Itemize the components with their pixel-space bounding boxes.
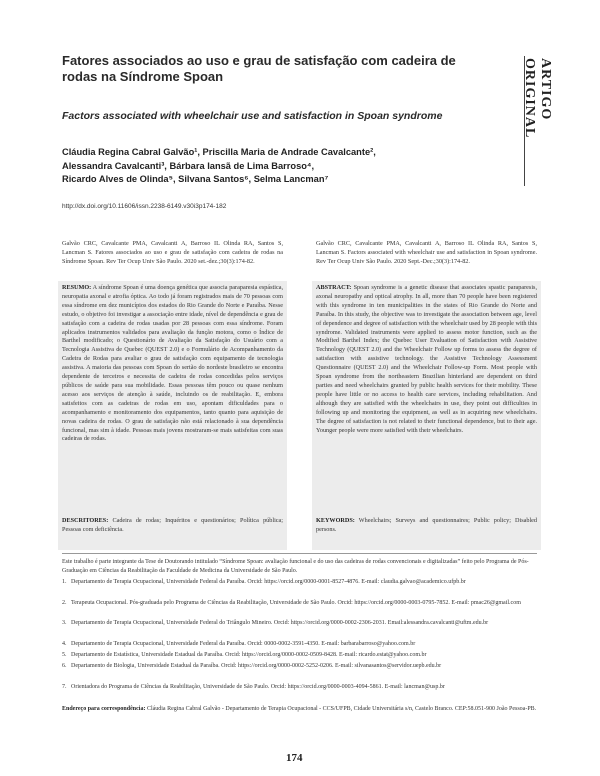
author-line: Ricardo Alves de Olinda⁵, Silvana Santos⁶, Selma Lancman⁷	[62, 174, 329, 184]
footnote-item	[62, 662, 542, 671]
correspondence-label: Endereço para correspondência:	[62, 706, 146, 712]
footnote-number: 7.	[62, 684, 67, 690]
footnote-text: Terapeuta Ocupacional. Pós-graduada pelo Programa de Ciências da Reabilitação, Universidade de São Paulo. Orcid: https://orcid.org/0000-0003-0795-7852. E-mail: pmac26@gmail.com	[71, 600, 521, 606]
footnote-item	[62, 578, 542, 587]
citation-portuguese: Galvão CRC, Cavalcante PMA, Cavalcanti A, Barroso IL Olinda RA, Santos S, Lancman S. Fatores associados ao uso e grau de satisfação com cadeira de rodas na Síndrome Spoan. Rev Ter Ocup Univ São Paulo. 2020 set.-dez.;30(3):174-82.	[62, 240, 283, 265]
keywords-text: Cadeira de rodas; Inquéritos e questionários; Política pública; Pessoas com deficiência.	[62, 517, 283, 533]
footnote-number: 2.	[62, 600, 67, 606]
footnote-text: Departamento de Estatística, Universidade Estadual da Paraíba. Orcid: https://orcid.org/0000-0002-0509-8428. E-mail: ricardo.estat@yahoo.com.br	[71, 652, 427, 658]
abstract-english	[312, 281, 541, 514]
title-portuguese: Fatores associados ao uso e grau de satisfação com cadeira de rodas na Síndrome Spoan	[62, 53, 456, 84]
footnote-item	[62, 599, 542, 608]
abstract-label: ABSTRACT:	[316, 284, 352, 291]
footnote-text: Departamento de Terapia Ocupacional, Universidade Federal da Paraíba. Orcid: https://orcid.org/0000-0001-8527-4876. E-mail: claudia.galvao@academico.ufpb.br	[71, 579, 466, 585]
page-number: 174	[286, 752, 303, 764]
author-line: Alessandra Cavalcanti³, Bárbara Iansã de Lima Barroso⁴,	[62, 160, 315, 171]
footnote-text: Departamento de Terapia Ocupacional, Universidade Federal do Triângulo Mineiro. Orcid: https://orcid.org/0000-0002-2306-2031. Email:alessandra.cavalcanti@uftm.edu.br	[71, 620, 489, 626]
article-type-text: ARTIGO ORIGINAL	[522, 58, 553, 139]
article-type-label	[521, 58, 553, 198]
abstract-portuguese	[58, 281, 287, 514]
abstract-text: A síndrome Spoan é uma doença genética que associa paraparesia espástica, neuropatia axonal e atrofia óptica. Ao todo já foram registrados mais de 70 pessoas com essa síndrome em dez municípios dos estados do Rio Grande do Norte e Paraíba. Nesse estudo, o objetivo foi investigar a associação entre idade, nível de dependência e grau de satisfação com a cadeira de rodas usadas por 28 pessoas com essa síndrome. Foram aplicados instrumentos validados para avaliação da função motora, como o Índice de Barthel modificado; o Questionário de Avaliação da Satisfação do Usuário com a Tecnologia Assistiva de Quebec (QUEST 2.0) e o Formulário de Acompanhamento da Cadeira de Rodas para avaliar o grau de satisfação com equipamento de tecnologia assistiva. A maioria das pessoas com Spoan do sertão do nordeste brasileiro se encontra dependente de terceiros e necessita de cadeira de rodas concedidas pelos serviços públicos de saúde para sua mobilidade. Essas pessoas têm pouco ou quase nenhum acesso aos serviços de atenção à saúde, incluindo os de reabilitação. E, embora satisfeitos com as cadeiras de rodas em uso, apontam dificuldades para o acompanhamento e monitoramento dos equipamentos, tanto quanto para aquisição de novas cadeira de rodas. O grau de satisfação não está relacionado à sua dependência funcional, mas sim à idade. Pessoas mais jovens mostraram-se mais satisfeitas com suas cadeiras de rodas.	[62, 284, 283, 443]
footnote-text: Orientadora do Programa de Ciências da Reabilitação, Universidade de São Paulo. Orcid: https://orcid.org/0000-0003-4094-5861. E-mail: lancman@usp.br	[71, 684, 445, 690]
footnote-text: Departamento de Biologia, Universidade Estadual da Paraíba. Orcid: https://orcid.org/0000-0002-5252-0206. E-mail: silvanasantos@servidor.uepb.edu.br	[71, 663, 442, 669]
correspondence-address	[62, 705, 542, 714]
footnote-intro: Este trabalho é parte integrante da Tese de Doutorando intitulado “Síndrome Spoan: avaliação funcional e do uso das cadeiras de rodas convencionais e digitalizadas” feito pelo Programa de Pós-Graduação em Ciências da Reabilitação da Faculdade de Medicina da Universidade de São Paulo.	[62, 559, 529, 574]
abstract-text: Spoan syndrome is a genetic disease that associates spastic paraparesis, axonal neuropathy and optical atrophy. In all, more than 70 people have been registered with this syndrome in ten municipalities in the states of Rio Grande do Norte and Paraíba. In this study, the objective was to investigate the association between age, level of dependence and degree of satisfaction with the wheelchair used by 28 people with this syndrome. Validated instruments were applied to assess motor function, such as the Modified Barthel Index; the Quebec User Evaluation of Satisfaction with Assistive Technology (QUEST 2.0) and the Wheelchair Follow up forms to assess the degree of satisfaction with assistive technology. the Assistive Technology Assessment Questionnaire (QUEST 2.0) and the Wheelchair Follow-up Form. Most people with Spoan syndrome from the northeastern Brazilian hinterland are dependent on third parties and need wheelchairs granted by public health services for their mobility. These people have little or no access to health care services, including rehabilitation. And although they are satisfied with the wheelchairs in use, they point out difficulties in following up and monitoring the equipment, as well as in acquiring new wheelchairs. The degree of satisfaction is not related to their functional dependence, but to their age. Younger people were more satisfied with their wheelchairs.	[316, 284, 538, 434]
footnote-item	[62, 640, 542, 649]
footnote-item	[62, 651, 542, 660]
keywords-english	[312, 514, 541, 550]
footnote-number: 6.	[62, 663, 67, 669]
keywords-label: KEYWORDS:	[316, 517, 355, 524]
title-english: Factors associated with wheelchair use and satisfaction in Spoan syndrome	[62, 110, 443, 122]
author-line: Cláudia Regina Cabral Galvão¹, Priscilla Maria de Andrade Cavalcante²,	[62, 147, 376, 157]
footnote-item	[62, 683, 542, 692]
footnote-number: 3.	[62, 620, 67, 626]
author-list	[62, 146, 492, 187]
keywords-text: Wheelchairs; Surveys and questionnaires; Public policy; Disabled persons.	[316, 517, 538, 533]
footnote-text: Departamento de Terapia Ocupacional, Universidade Federal da Paraíba. Orcid: 0000-0002-3591-4350. E-mail: barbarabarroso@yahoo.com.br	[71, 641, 416, 647]
citation-english: Galvão CRC, Cavalcante PMA, Cavalcanti A, Barroso IL Olinda RA, Santos S, Lancman S. Factors associated with wheelchair use and satisfaction in Spoan syndrome. Rev Ter Ocup Univ São Paulo. 2020 Sept.-Dec.;30(3):174-82.	[316, 240, 537, 265]
footnote-divider	[62, 553, 537, 554]
abstract-label: RESUMO:	[62, 284, 92, 291]
keywords-portuguese	[58, 514, 287, 550]
footnote-number: 1.	[62, 579, 67, 585]
footnote-number: 4.	[62, 641, 67, 647]
footnote-item	[62, 619, 542, 628]
doi-link[interactable]: http://dx.doi.org/10.11606/issn.2238-6149.v30i3p174-182	[62, 203, 227, 210]
footnote-number: 5.	[62, 652, 67, 658]
keywords-label: DESCRITORES:	[62, 517, 109, 524]
correspondence-text: Cláudia Regina Cabral Galvão - Departamento de Terapia Ocupacional - CCS/UFPB, Cidade Universitária s/n, Castelo Branco. CEP:58.051-900 João Pessoa-PB.	[146, 706, 537, 712]
